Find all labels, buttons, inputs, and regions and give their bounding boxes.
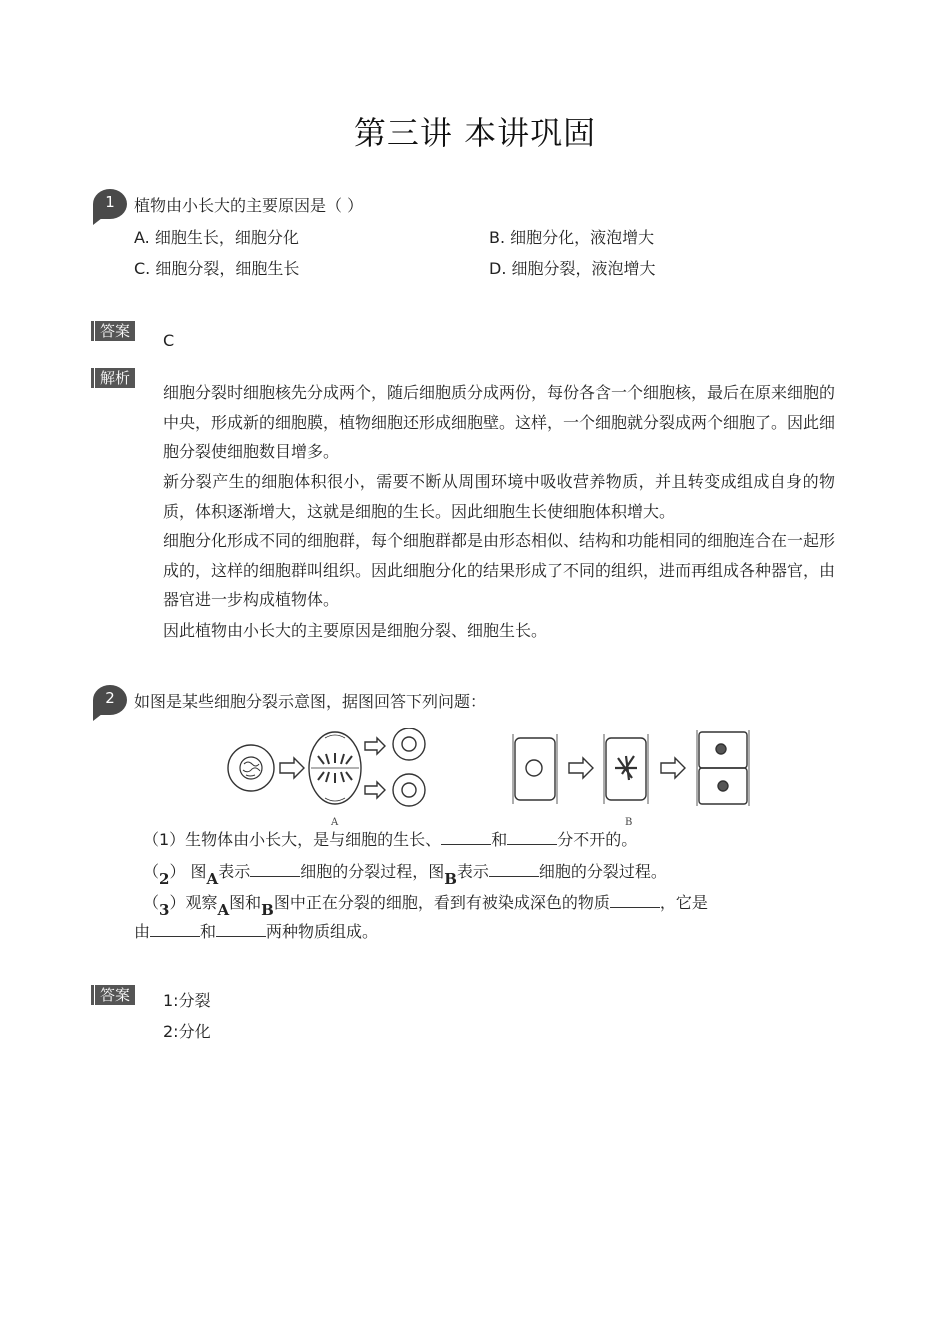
analysis-paragraph: 新分裂产生的细胞体积很小，需要不断从周围环境中吸收营养物质，并且转变成组成自身的物质，体积逐渐增大，这就是细胞的生长。因此细胞生长使细胞体积增大。 bbox=[163, 472, 835, 521]
fill-blank[interactable] bbox=[150, 922, 200, 937]
analysis-paragraph: 细胞分化形成不同的细胞群，每个细胞群都是由形态相似、结构和功能相同的细胞连合在一起形成的，这样的细胞群叫组织。因此细胞分化的结果形成了不同的组织，进而再组成各种器官，由器官进一步构成植物体。 bbox=[163, 531, 836, 610]
option-a[interactable]: A. 细胞生长，细胞分化 bbox=[134, 228, 299, 247]
figure-label-b: B bbox=[625, 817, 633, 828]
daughter-cell-icon bbox=[393, 728, 425, 760]
arrow-icon bbox=[569, 758, 593, 778]
question-number-badge: 2 bbox=[93, 685, 127, 715]
page-title: 第三讲 本讲巩固 bbox=[353, 114, 597, 152]
arrow-icon bbox=[365, 782, 385, 798]
answer-item: 2:分化 bbox=[163, 1022, 211, 1041]
analysis-paragraph: 因此植物由小长大的主要原因是细胞分裂、细胞生长。 bbox=[163, 621, 548, 640]
option-d[interactable]: D. 细胞分裂，液泡增大 bbox=[489, 259, 656, 278]
fill-blank[interactable] bbox=[610, 893, 660, 908]
answer-label: 答案 bbox=[95, 985, 135, 1005]
analysis-paragraph: 细胞分裂时细胞核先分成两个，随后细胞质分成两份，每份各含一个细胞核，最后在原来细胞的中央，形成新的细胞膜，植物细胞还形成细胞壁。这样，一个细胞就分裂成两个细胞了。因此细胞分裂使细胞数目增多。 bbox=[163, 383, 836, 462]
subquestion-3: （3）观察A图和B图中正在分裂的细胞，看到有被染成深色的物质 ，它是 bbox=[143, 893, 708, 919]
animal-cell-icon bbox=[228, 745, 274, 791]
arrow-icon bbox=[365, 738, 385, 754]
answer-label: 答案 bbox=[95, 321, 135, 341]
question-number-badge: 1 bbox=[93, 189, 127, 219]
fill-blank[interactable] bbox=[489, 862, 539, 877]
plant-cell-icon bbox=[515, 738, 555, 800]
subquestion-1: （1）生物体由小长大，是与细胞的生长、 和 分不开的。 bbox=[143, 830, 638, 849]
question-stem: 如图是某些细胞分裂示意图，据图回答下列问题： bbox=[134, 692, 487, 711]
option-c[interactable]: C. 细胞分裂，细胞生长 bbox=[134, 259, 300, 278]
arrow-icon bbox=[280, 758, 304, 778]
figure-label-a: A bbox=[331, 817, 339, 828]
arrow-icon bbox=[661, 758, 685, 778]
analysis-label: 解析 bbox=[95, 368, 135, 388]
question-stem: 植物由小长大的主要原因是（ ） bbox=[134, 196, 364, 215]
answer-item: 1:分裂 bbox=[163, 991, 211, 1010]
option-b[interactable]: B. 细胞分化，液泡增大 bbox=[489, 228, 655, 247]
cell-division-figure bbox=[225, 728, 755, 828]
answer-value: C bbox=[163, 331, 175, 350]
daughter-cell-icon bbox=[393, 774, 425, 806]
subquestion-2: （2） 图A表示 细胞的分裂过程，图B表示 细胞的分裂过程。 bbox=[143, 862, 667, 888]
fill-blank[interactable] bbox=[441, 830, 491, 845]
subquestion-3-continued: 由 和 两种物质组成。 bbox=[134, 922, 379, 941]
fill-blank[interactable] bbox=[250, 862, 300, 877]
fill-blank[interactable] bbox=[216, 922, 266, 937]
fill-blank[interactable] bbox=[507, 830, 557, 845]
